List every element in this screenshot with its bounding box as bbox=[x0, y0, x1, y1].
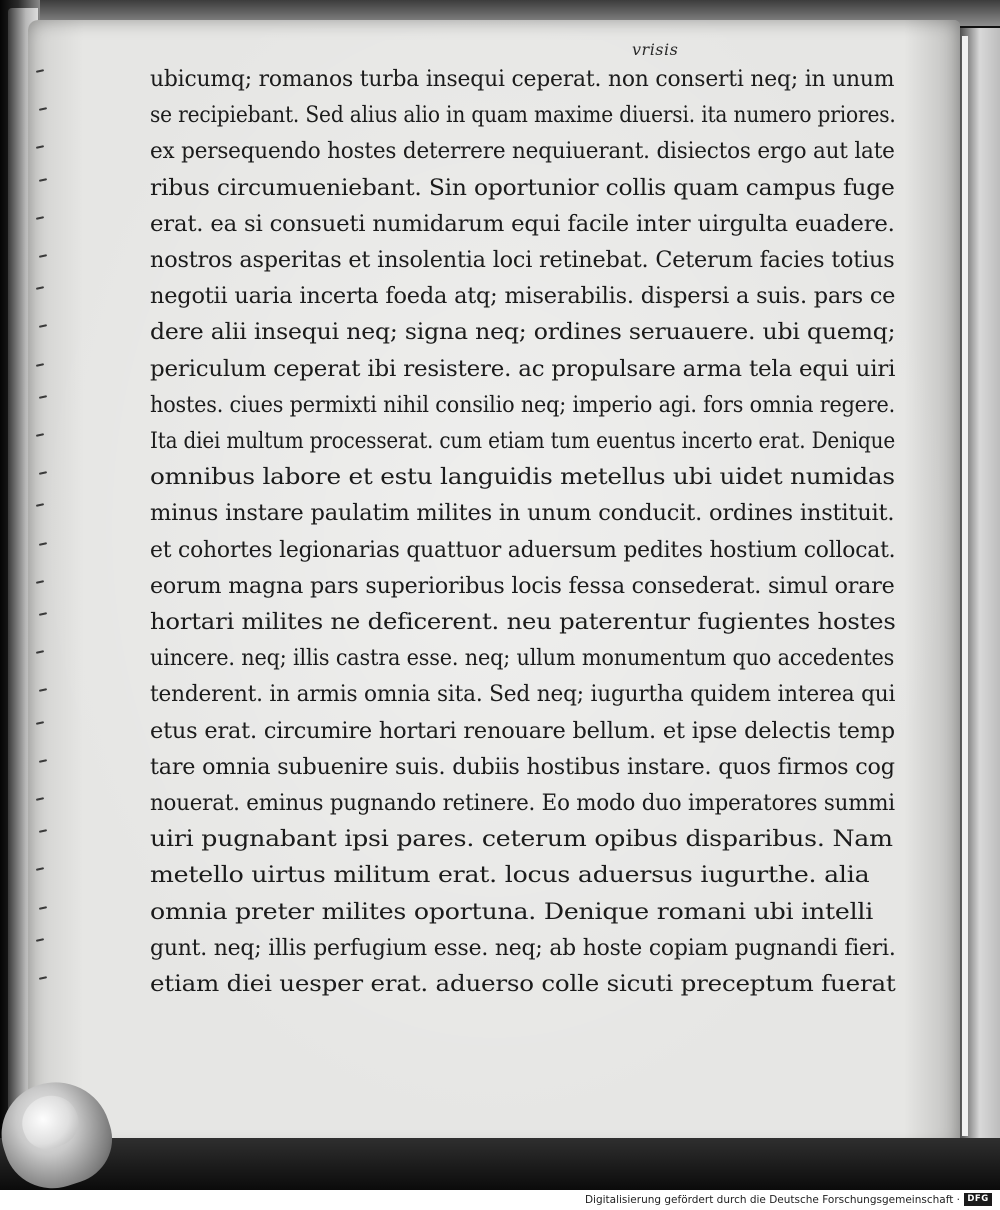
prick-mark bbox=[39, 829, 47, 833]
catchword: vrisis bbox=[632, 40, 679, 59]
ruling-prick-marks bbox=[36, 60, 56, 1060]
prick-mark bbox=[36, 286, 44, 290]
manuscript-line: minus instare paulatim milites in unum conducit. ordines instituit. bbox=[150, 500, 895, 527]
next-page-edge bbox=[962, 36, 968, 1136]
manuscript-line: erat. ea si consueti numidarum equi facile inter uirgulta euadere. bbox=[150, 210, 895, 237]
prick-mark bbox=[36, 797, 44, 801]
manuscript-line: omnia preter milites oportuna. Denique romani ubi intelli bbox=[150, 898, 874, 925]
manuscript-line: Ita diei multum processerat. cum etiam tum euentus incerto erat. Denique bbox=[150, 428, 896, 454]
manuscript-line: nostros asperitas et insolentia loci retinebat. Ceterum facies totius bbox=[150, 247, 895, 273]
prick-mark bbox=[36, 363, 44, 367]
manuscript-line: uincere. neq; illis castra esse. neq; ullum monumentum quo accedentes bbox=[150, 645, 895, 672]
dfg-logo: DFG bbox=[964, 1193, 992, 1206]
prick-mark bbox=[36, 69, 44, 73]
prick-mark bbox=[36, 146, 44, 150]
prick-mark bbox=[36, 216, 44, 220]
manuscript-line: tenderent. in armis omnia sita. Sed neq; iugurtha quidem interea qui bbox=[150, 681, 896, 708]
manuscript-line: eorum magna pars superioribus locis fessa consederat. simul orare bbox=[150, 572, 895, 599]
manuscript-line: dere alii insequi neq; signa neq; ordines seruauere. ubi quemq; bbox=[150, 319, 896, 346]
manuscript-line: se recipiebant. Sed alius alio in quam maxime diuersi. ita numero priores. bbox=[150, 102, 896, 129]
manuscript-line: periculum ceperat ibi resistere. ac propulsare arma tela equi uiri bbox=[150, 355, 896, 382]
prick-mark bbox=[39, 471, 47, 475]
prick-mark bbox=[39, 395, 47, 399]
manuscript-line: etus erat. circumire hortari renouare bellum. et ipse delectis temp bbox=[150, 717, 895, 744]
manuscript-line: et cohortes legionarias quattuor aduersum pedites hostium collocat. bbox=[150, 536, 896, 563]
prick-mark bbox=[36, 580, 44, 584]
manuscript-line: nouerat. eminus pugnando retinere. Eo modo duo imperatores summi bbox=[150, 790, 895, 816]
prick-mark bbox=[36, 868, 44, 872]
manuscript-line: hostes. ciues permixti nihil consilio neq; imperio agi. fors omnia regere. bbox=[150, 391, 896, 418]
prick-mark bbox=[39, 107, 47, 111]
prick-mark bbox=[39, 254, 47, 258]
prick-mark bbox=[36, 721, 44, 725]
prick-mark bbox=[36, 504, 44, 508]
prick-mark bbox=[39, 542, 47, 546]
footer-bar bbox=[0, 1190, 1000, 1210]
prick-mark bbox=[36, 433, 44, 437]
prick-mark bbox=[39, 612, 47, 616]
manuscript-line: ex persequendo hostes deterrere nequiuerant. disiectos ergo aut late bbox=[150, 138, 895, 165]
bottom-shadow bbox=[0, 1138, 1000, 1190]
manuscript-line: tare omnia subuenire suis. dubiis hostibus instare. quos firmos cog bbox=[150, 753, 895, 780]
manuscript-line: uiri pugnabant ipsi pares. ceterum opibus disparibus. Nam bbox=[150, 826, 893, 853]
prick-mark bbox=[39, 976, 47, 980]
manuscript-line: ribus circumueniebant. Sin oportunior collis quam campus fuge bbox=[150, 174, 895, 201]
manuscript-line: ubicumq; romanos turba insequi ceperat. non conserti neq; in unum bbox=[150, 66, 895, 92]
prick-mark bbox=[39, 178, 47, 182]
manuscript-line: hortari milites ne deficerent. neu paterentur fugientes hostes bbox=[150, 609, 896, 635]
manuscript-line: gunt. neq; illis perfugium esse. neq; ab hoste copiam pugnandi fieri. bbox=[150, 934, 896, 961]
footer-credit: Digitalisierung gefördert durch die Deutsche Forschungsgemeinschaft · bbox=[584, 1194, 960, 1206]
prick-mark bbox=[39, 759, 47, 763]
prick-mark bbox=[36, 938, 44, 942]
prick-mark bbox=[39, 325, 47, 329]
manuscript-line: etiam diei uesper erat. aduerso colle sicuti preceptum fuerat bbox=[150, 971, 896, 997]
prick-mark bbox=[39, 689, 47, 693]
manuscript-line: omnibus labore et estu languidis metellus ubi uidet numidas bbox=[150, 464, 895, 491]
prick-mark bbox=[36, 650, 44, 654]
manuscript-line: metello uirtus militum erat. locus aduersus iugurthe. alia bbox=[150, 862, 870, 889]
prick-mark bbox=[39, 906, 47, 910]
manuscript-line: negotii uaria incerta foeda atq; miserabilis. dispersi a suis. pars ce bbox=[150, 283, 896, 310]
